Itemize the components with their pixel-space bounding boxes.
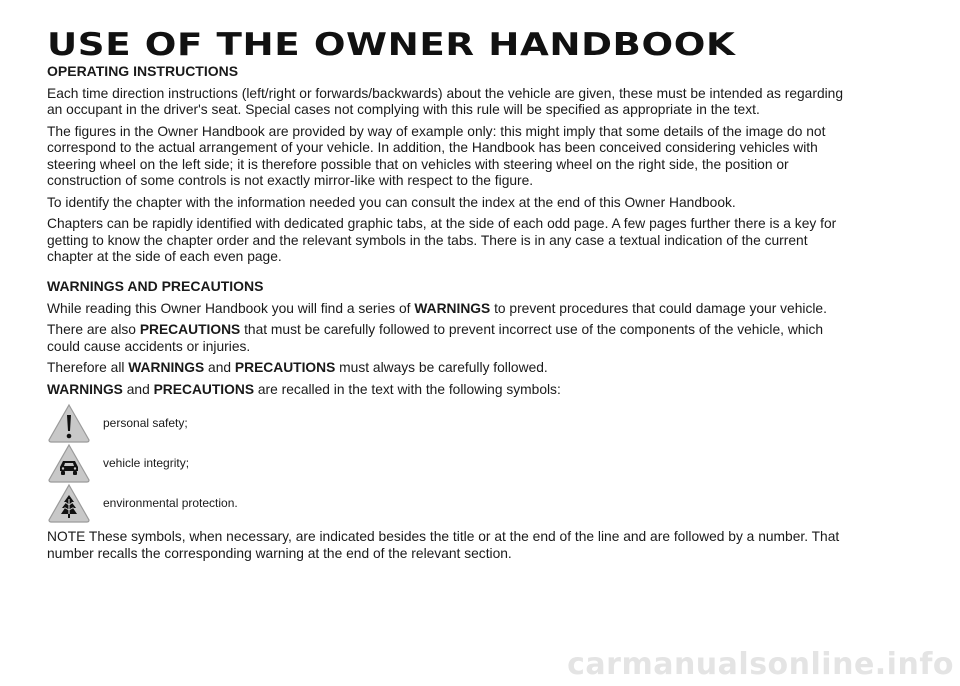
- symbol-label: environmental protection.: [103, 496, 238, 511]
- bold-term: PRECAUTIONS: [234, 360, 336, 376]
- text: must always be carefully followed.: [339, 360, 548, 376]
- paragraph: Each time direction instructions (left/right or forwards/backwards) about the vehicle are given, these must be intended as regarding an occupant in the driver's seat. Special cases not complying with this rule will be specified as appropriate in the text.: [47, 85, 844, 118]
- symbol-personal-safety: [47, 403, 847, 443]
- symbol-vehicle-integrity: [47, 443, 847, 483]
- car-icon: [47, 443, 91, 483]
- text: to prevent procedures that could damage your vehicle.: [494, 300, 827, 316]
- text: and: [126, 381, 150, 397]
- bold-term: WARNINGS: [47, 381, 123, 397]
- text: that must be carefully followed to prevent incorrect use of the components of the vehicle, which could cause accidents or injuries.: [47, 322, 824, 354]
- symbol-environmental-protection: [47, 483, 847, 523]
- bold-term: PRECAUTIONS: [139, 322, 241, 338]
- text: There are also: [47, 322, 136, 338]
- page-title: USE OF THE OWNER HANDBOOK: [47, 27, 736, 63]
- watermark: carmanualsonline.info: [567, 647, 954, 682]
- paragraph: The figures in the Owner Handbook are provided by way of example only: this might imply that some details of the image do not correspond to the actual arrangement of your vehicle. In addition, the Handbook has been conceived considering vehicles with steering wheel on the left side; it is therefore possible that on vehicles with steering wheel on the right side, the position or construction of some controls is not exactly mirror-like with respect to the figure.: [47, 123, 826, 189]
- symbol-list: [47, 403, 847, 523]
- text: Therefore all: [47, 360, 125, 376]
- bold-term: PRECAUTIONS: [153, 381, 255, 397]
- paragraph: [47, 322, 847, 355]
- note-paragraph: NOTE These symbols, when necessary, are indicated besides the title or at the end of the line and are followed by a number. That number recalls the corresponding warning at the end of the relevant section.: [47, 529, 840, 561]
- text: are recalled in the text with the following symbols:: [257, 381, 561, 397]
- page-content: [47, 27, 847, 567]
- section-heading-operating-instructions: OPERATING INSTRUCTIONS: [47, 63, 239, 79]
- paragraph: [47, 382, 847, 399]
- section-heading-warnings-precautions: WARNINGS AND PRECAUTIONS: [47, 277, 264, 294]
- tree-icon: [47, 483, 91, 523]
- exclamation-icon: [47, 403, 91, 443]
- text: While reading this Owner Handbook you will find a series of: [47, 300, 411, 316]
- paragraph: [47, 360, 847, 377]
- paragraph: Chapters can be rapidly identified with dedicated graphic tabs, at the side of each odd page. A few pages further there is a key for getting to know the chapter order and the relevant symbols in the tabs. There is in any case a textual indication of the current chapter at the side of each even page.: [47, 216, 837, 265]
- bold-term: WARNINGS: [128, 360, 205, 376]
- paragraph: [47, 301, 847, 318]
- text: and: [208, 360, 232, 376]
- bold-term: WARNINGS: [414, 300, 491, 316]
- paragraph: To identify the chapter with the information needed you can consult the index at the end of this Owner Handbook.: [47, 194, 736, 210]
- symbol-label: personal safety;: [103, 416, 188, 431]
- symbol-label: vehicle integrity;: [103, 456, 190, 471]
